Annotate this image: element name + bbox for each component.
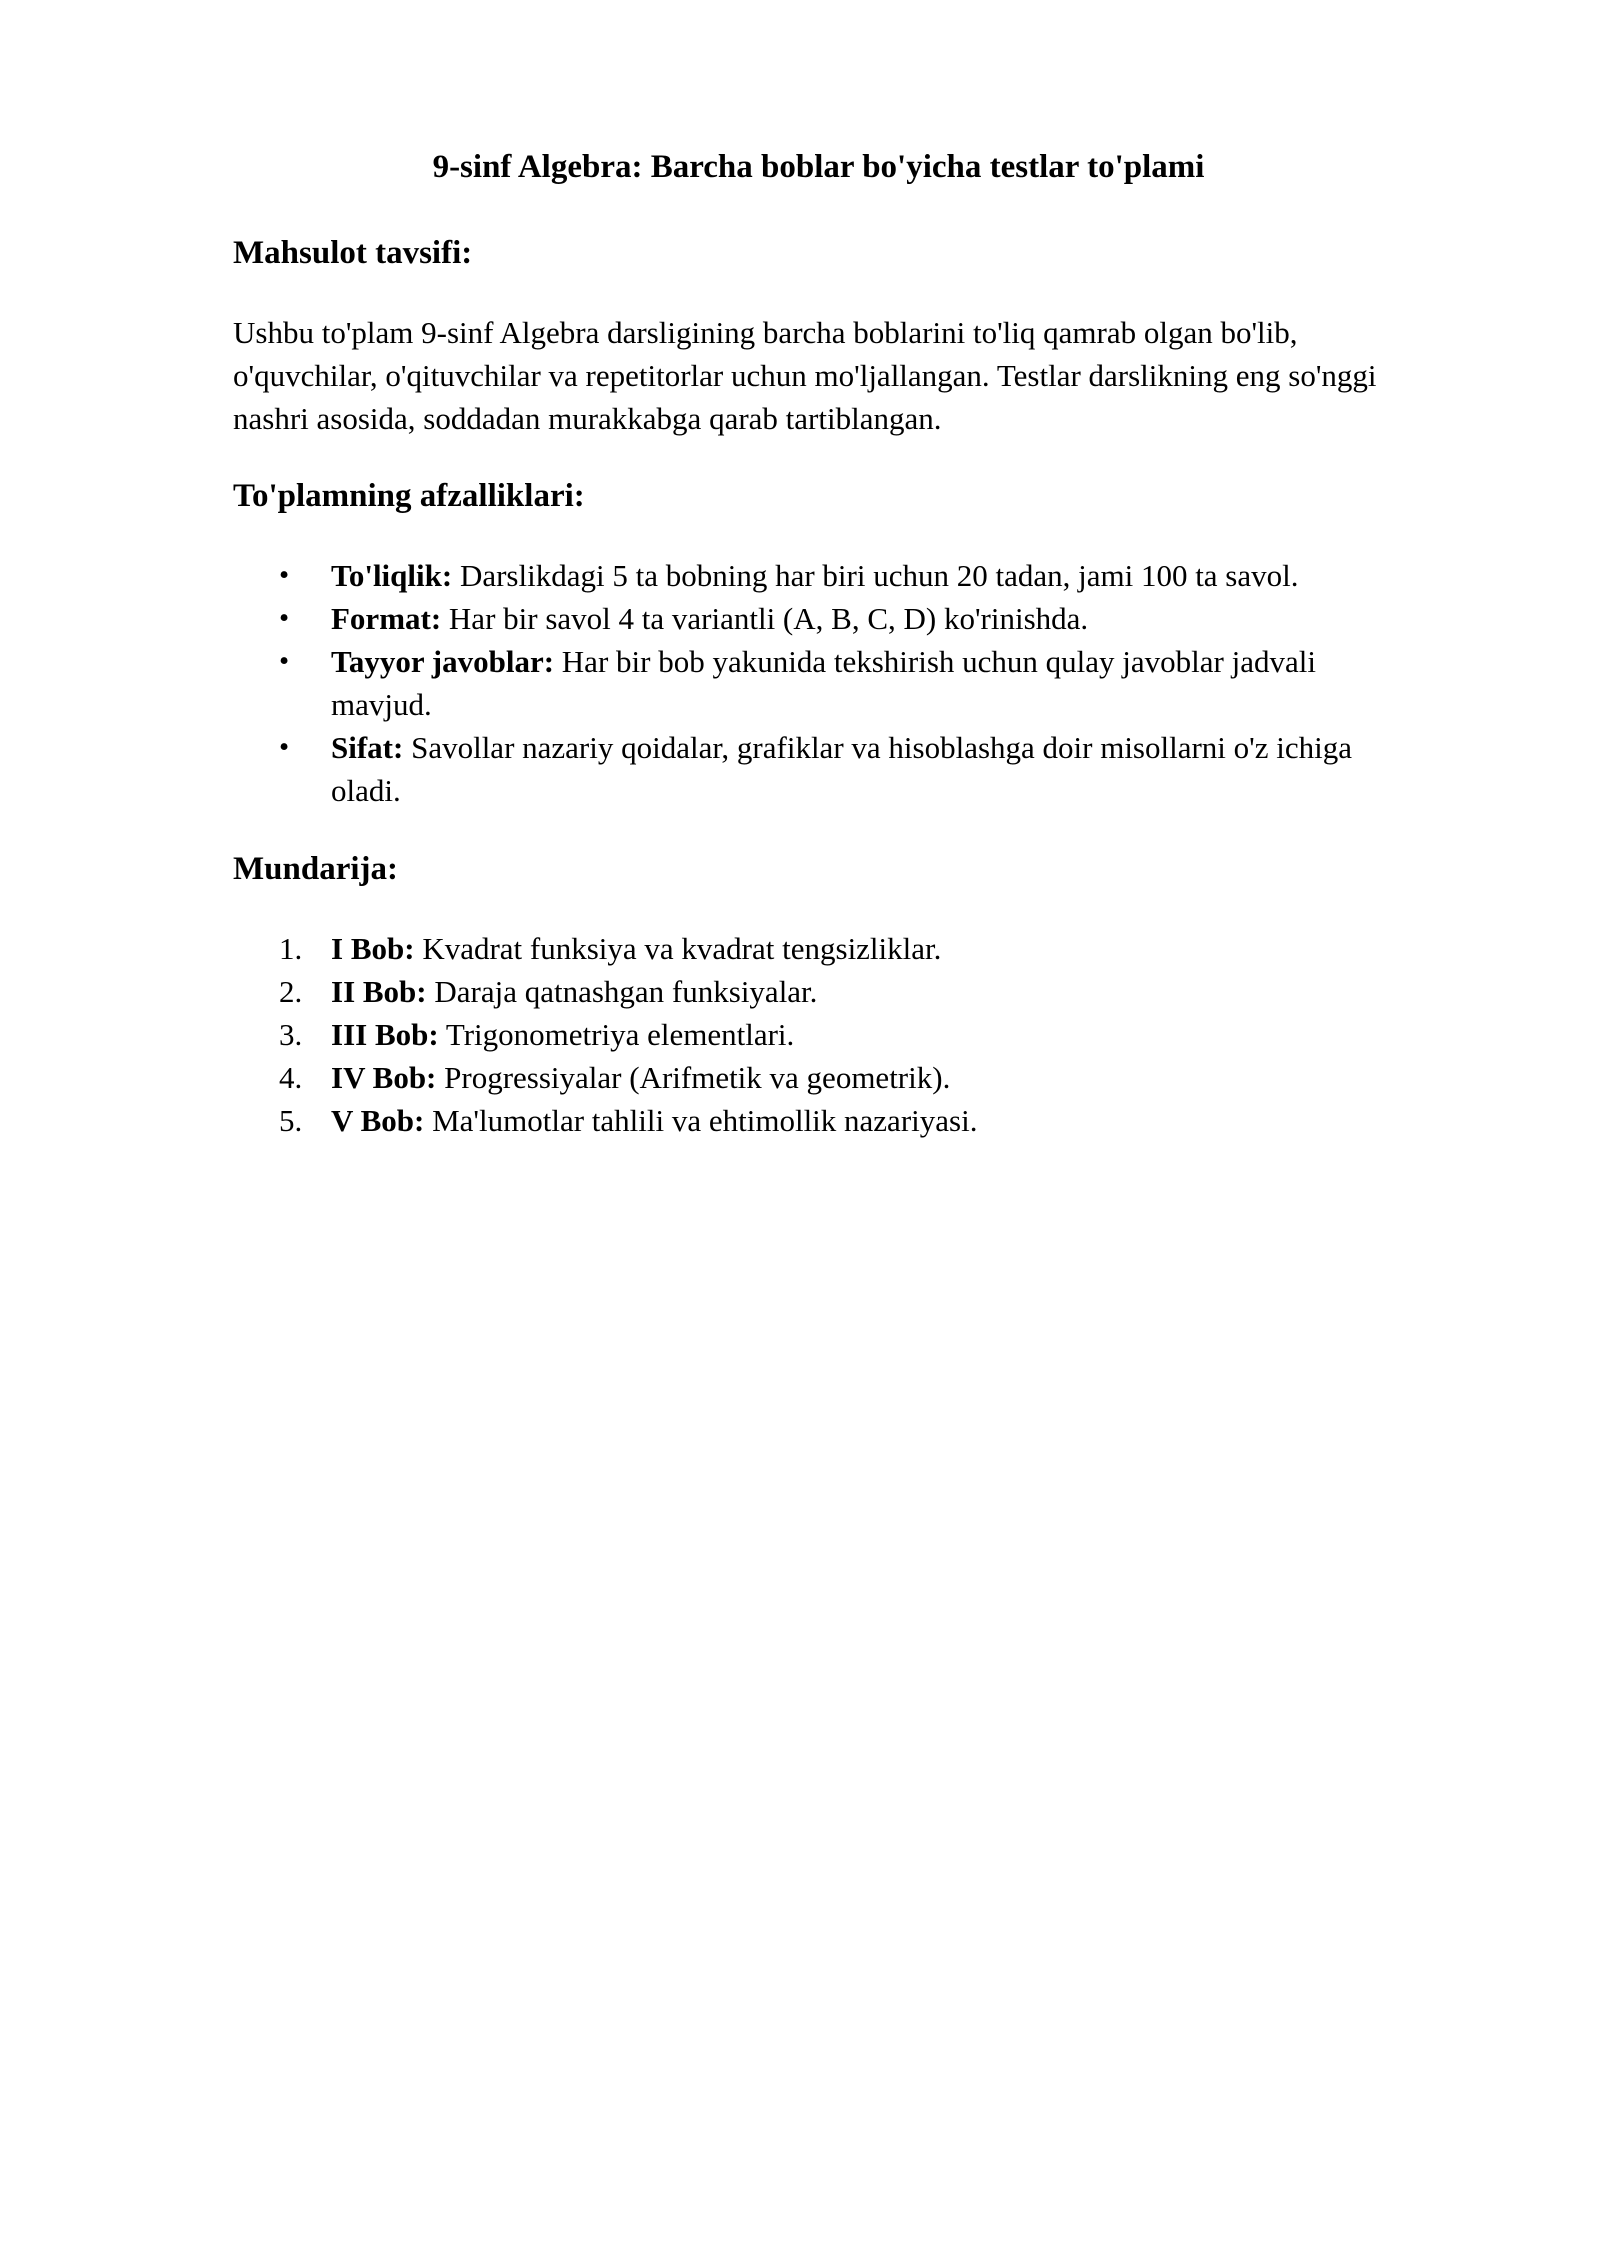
item-label: V Bob: <box>331 1103 425 1138</box>
number-marker: 5. <box>279 1103 303 1138</box>
number-marker: 3. <box>279 1017 303 1052</box>
contents-list <box>233 927 1404 1142</box>
item-label: To'liqlik: <box>331 558 453 593</box>
content-item <box>233 1013 1404 1056</box>
item-text: Daraja qatnashgan funksiyalar. <box>434 974 818 1009</box>
content-item-body <box>331 927 1404 970</box>
advantage-item <box>233 640 1404 726</box>
page-title: 9-sinf Algebra: Barcha boblar bo'yicha testlar to'plami <box>432 149 1205 185</box>
advantage-item <box>233 554 1404 597</box>
item-text: Trigonometriya elementlari. <box>445 1017 795 1052</box>
advantage-item <box>233 726 1404 812</box>
item-label: Sifat: <box>331 730 404 765</box>
item-text: Kvadrat funksiya va kvadrat tengsizliklar. <box>422 931 942 966</box>
item-text: Har bir savol 4 ta variantli (A, B, C, D) ko'rinishda. <box>448 601 1089 636</box>
item-label: IV Bob: <box>331 1060 437 1095</box>
advantage-item-body <box>331 554 1404 597</box>
advantages-list <box>233 554 1404 812</box>
item-label: Format: <box>331 601 442 636</box>
content-item-body <box>331 1013 1404 1056</box>
number-marker: 2. <box>279 974 303 1009</box>
bullet-marker: • <box>279 731 290 763</box>
advantages-heading: To'plamning afzalliklari: <box>233 478 585 514</box>
description-heading: Mahsulot tavsifi: <box>233 235 473 271</box>
content-item <box>233 1056 1404 1099</box>
advantage-item <box>233 597 1404 640</box>
item-text: Har bir bob yakunida tekshirish uchun qulay javoblar jadvali mavjud. <box>331 644 1316 722</box>
item-text: Darslikdagi 5 ta bobning har biri uchun 20 tadan, jami 100 ta savol. <box>459 558 1299 593</box>
content-item <box>233 927 1404 970</box>
bullet-marker: • <box>279 559 290 591</box>
content-item <box>233 970 1404 1013</box>
content-item-body <box>331 1056 1404 1099</box>
bullet-marker: • <box>279 645 290 677</box>
number-marker: 4. <box>279 1060 303 1095</box>
item-text: Savollar nazariy qoidalar, grafiklar va hisoblashga doir misollarni o'z ichiga oladi. <box>331 730 1353 808</box>
content-item-body <box>331 970 1404 1013</box>
content-item-body <box>331 1099 1404 1142</box>
advantage-item-body <box>331 726 1404 812</box>
item-text: Ma'lumotlar tahlili va ehtimollik nazariyasi. <box>432 1103 978 1138</box>
advantage-item-body <box>331 597 1404 640</box>
number-marker: 1. <box>279 931 303 966</box>
bullet-marker: • <box>279 602 290 634</box>
item-label: II Bob: <box>331 974 427 1009</box>
content-item <box>233 1099 1404 1142</box>
description-paragraph: Ushbu to'plam 9-sinf Algebra darsligining barcha boblarini to'liq qamrab olgan bo'lib, o'quvchilar, o'qituvchilar va repetitorlar uchun mo'ljallangan. Testlar darslikning eng so'nggi nashri asosida, soddadan murakkabga qarab tartiblangan. <box>233 315 1377 436</box>
item-label: Tayyor javoblar: <box>331 644 555 679</box>
item-label: I Bob: <box>331 931 415 966</box>
advantage-item-body <box>331 640 1404 726</box>
item-text: Progressiyalar (Arifmetik va geometrik). <box>444 1060 951 1095</box>
contents-heading: Mundarija: <box>233 851 398 887</box>
item-label: III Bob: <box>331 1017 439 1052</box>
